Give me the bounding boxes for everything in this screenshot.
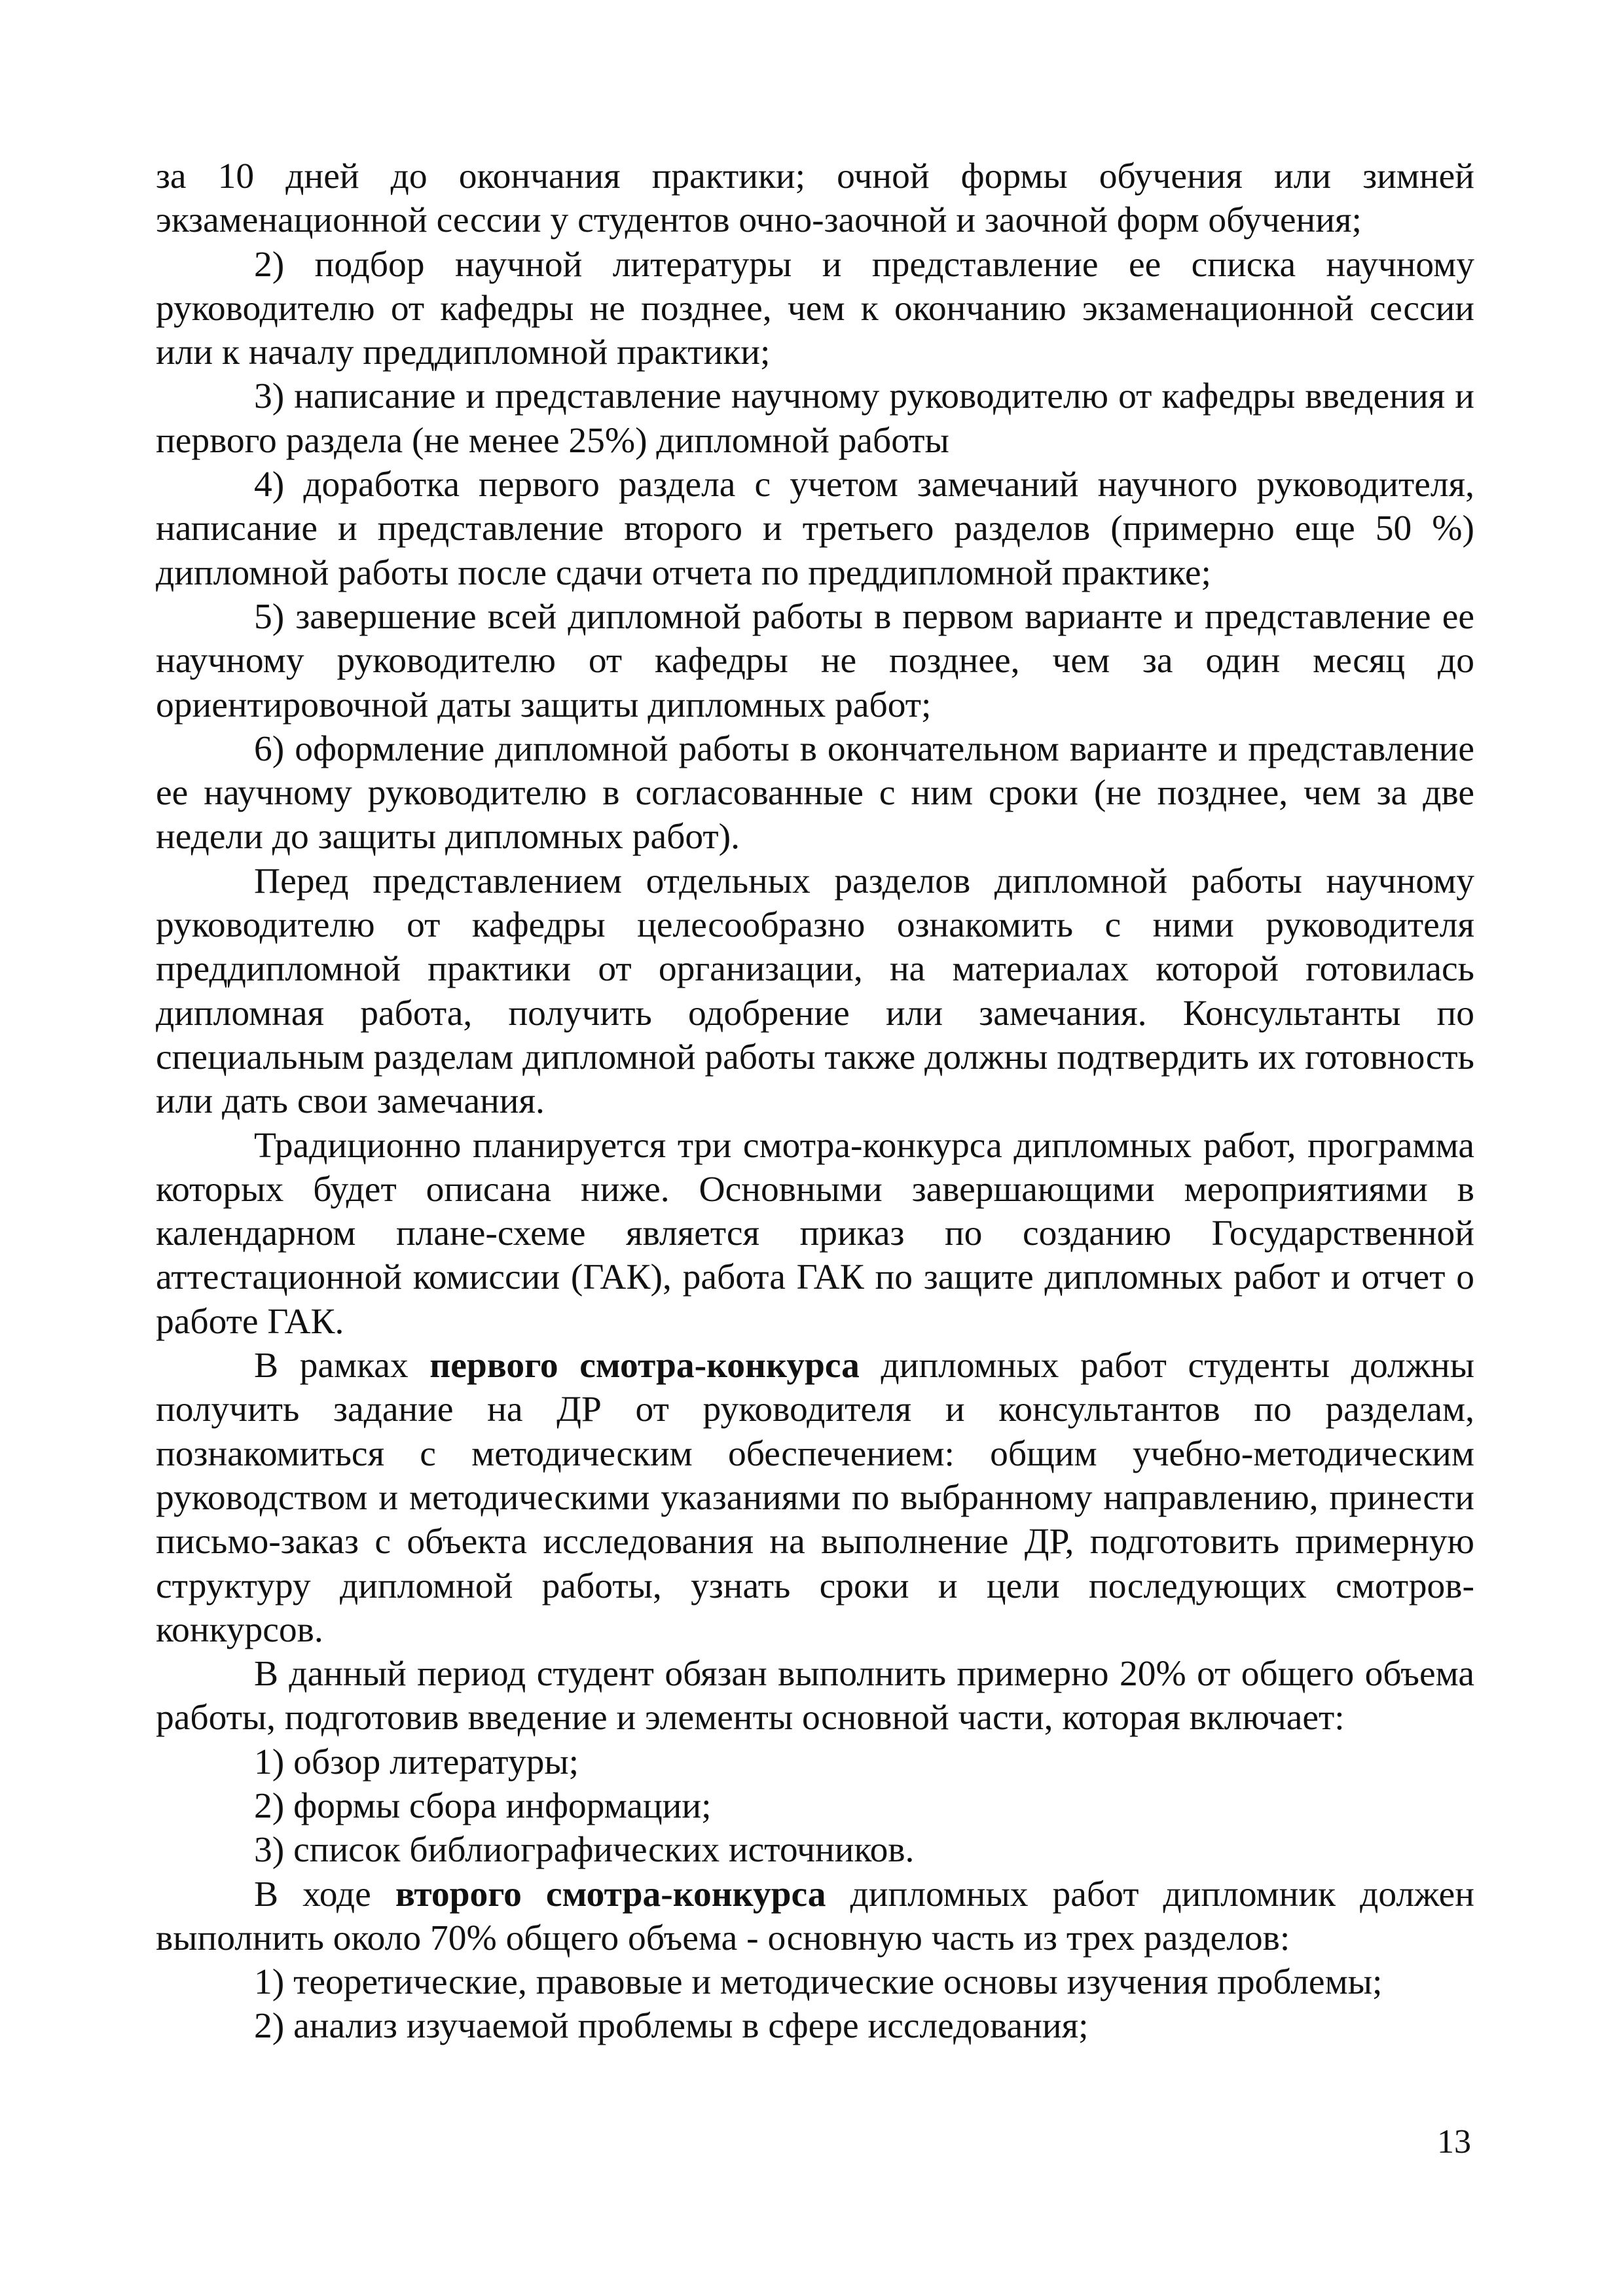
page-body-text	[156, 154, 1474, 2049]
paragraph-text: дипломных работ студенты должны получить задание на ДР от руководителя и консультантов по разделам, познакомиться с методическим обеспечением: общим учебно-методическим руководством и методическими указаниями по выбранному направлению, принести письмо-заказ с объекта исследования на выполнение ДР, подготовить примерную структуру дипломной работы, узнать сроки и цели последующих смотров-конкурсов.	[156, 1346, 1474, 1650]
list-item: 3) написание и представление научному руководителю от кафедры введения и первого раздела (не менее 25%) дипломной работы	[156, 376, 1474, 461]
list-item: 5) завершение всей дипломной работы в первом варианте и представление ее научному руководителю от кафедры не позднее, чем за один месяц до ориентировочной даты защиты дипломных работ;	[156, 596, 1474, 725]
list-item: 1) обзор литературы;	[254, 1742, 579, 1782]
paragraph: за 10 дней до окончания практики; очной формы обучения или зимней экзаменационной сессии у студентов очно-заочной и заочной форм обучения;	[156, 156, 1474, 241]
paragraph-text: В рамках	[254, 1346, 430, 1386]
list-item: 6) оформление дипломной работы в окончательном варианте и представление ее научному руководителю в согласованные с ним сроки (не позднее, чем за две недели до защиты дипломных работ).	[156, 728, 1474, 857]
page-number: 13	[1437, 2123, 1471, 2161]
list-item: 4) доработка первого раздела с учетом замечаний научного руководителя, написание и представление второго и третьего разделов (примерно еще 50 %) дипломной работы после сдачи отчета по преддипломной практике;	[156, 465, 1474, 593]
list-item: 2) формы сбора информации;	[254, 1785, 712, 1826]
list-item: 3) список библиографических источников.	[254, 1830, 915, 1871]
bold-term-first-review: первого смотра-конкурса	[429, 1346, 860, 1386]
paragraph: Традиционно планируется три смотра-конкурса дипломных работ, программа которых будет описана ниже. Основными завершающими мероприятиями в календарном плане-схеме является приказ по созданию Государственной аттестационной комиссии (ГАК), работа ГАК по защите дипломных работ и отчет о работе ГАК.	[156, 1125, 1474, 1342]
paragraph: В данный период студент обязан выполнить примерно 20% от общего объема работы, подготовив введение и элементы основной части, которая включает:	[156, 1654, 1474, 1738]
paragraph: Перед представлением отдельных разделов дипломной работы научному руководителю от кафедры целесообразно ознакомить с ними руководителя преддипломной практики от организации, на материалах которой готовилась дипломная работа, получить одобрение или замечания. Консультанты по специальным разделам дипломной работы также должны подтвердить их готовность или дать свои замечания.	[156, 861, 1474, 1122]
bold-term-second-review: второго смотра-конкурса	[395, 1874, 826, 1914]
paragraph-text: В ходе	[254, 1874, 395, 1914]
list-item: 1) теоретические, правовые и методические основы изучения проблемы;	[254, 1962, 1383, 2003]
paragraph	[156, 1873, 1474, 1961]
list-item: 2) подбор научной литературы и представление ее списка научному руководителю от кафедры не позднее, чем к окончанию экзаменационной сессии или к началу преддипломной практики;	[156, 244, 1474, 373]
paragraph-text: дипломных работ дипломник должен выполнить около 70% общего объема - основную часть из трех разделов:	[156, 1874, 1474, 1958]
paragraph	[156, 1344, 1474, 1652]
list-item: 2) анализ изучаемой проблемы в сфере исследования;	[254, 2006, 1089, 2047]
